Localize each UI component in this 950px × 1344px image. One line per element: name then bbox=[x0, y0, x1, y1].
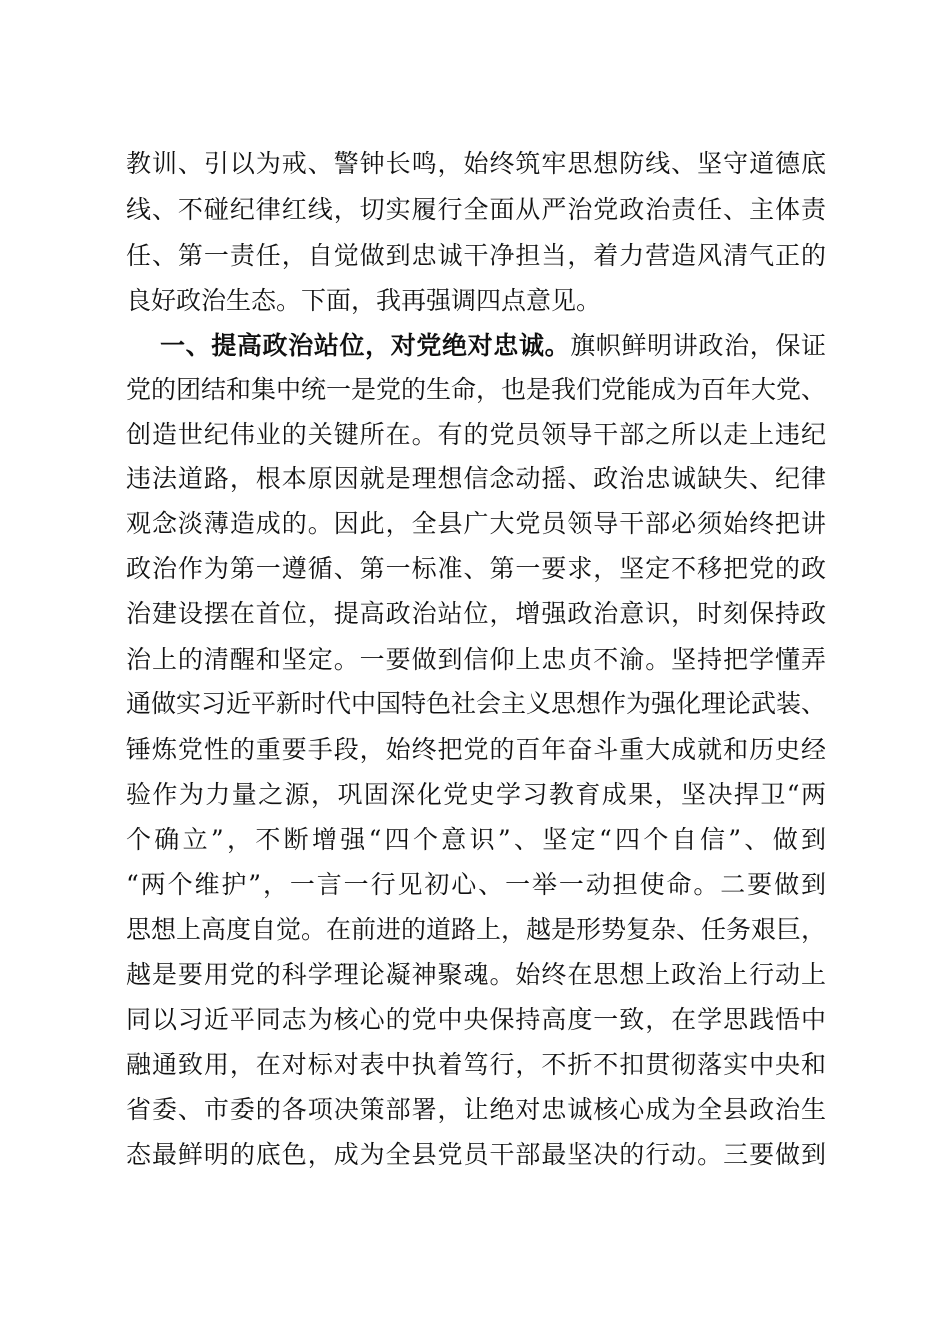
text-line: 态最鲜明的底色，成为全县党员干部最坚决的行动。三要做到 bbox=[126, 1140, 826, 1169]
text-line: 思想上高度自觉。在前进的道路上，越是形势复杂、任务艰巨， bbox=[126, 915, 827, 944]
text-line: 治上的清醒和坚定。一要做到信仰上忠贞不渝。坚持把学懂弄 bbox=[126, 645, 826, 674]
text-line: 验作为力量之源，巩固深化党史学习教育成果，坚决捍卫“两 bbox=[126, 780, 826, 809]
text-line: 融通致用，在对标对表中执着笃行，不折不扣贯彻落实中央和 bbox=[126, 1050, 826, 1079]
text-line: 线、不碰纪律红线，切实履行全面从严治党政治责任、主体责 bbox=[126, 195, 826, 224]
section-first-line bbox=[160, 322, 826, 370]
text-line: 同以习近平同志为核心的党中央保持高度一致，在学思践悟中 bbox=[126, 1005, 826, 1034]
text-line: 教训、引以为戒、警钟长鸣，始终筑牢思想防线、坚守道德底 bbox=[126, 149, 826, 178]
text-line: “两个维护”，一言一行见初心、一举一动担使命。二要做到 bbox=[126, 870, 826, 899]
text-line: 政治作为第一遵循、第一标准、第一要求，坚定不移把党的政 bbox=[126, 554, 826, 583]
text-line: 良好政治生态。下面，我再强调四点意见。 bbox=[126, 286, 602, 315]
text-line: 越是要用党的科学理论凝神聚魂。始终在思想上政治上行动上 bbox=[126, 960, 826, 989]
text-line: 锤炼党性的重要手段，始终把党的百年奋斗重大成就和历史经 bbox=[126, 735, 826, 764]
text-line: 治建设摆在首位，提高政治站位，增强政治意识，时刻保持政 bbox=[126, 599, 826, 628]
section-heading: 一、提高政治站位，对党绝对忠诚。 bbox=[160, 331, 571, 360]
text-line: 违法道路，根本原因就是理想信念动摇、政治忠诚缺失、纪律 bbox=[126, 464, 826, 493]
text-line: 党的团结和集中统一是党的生命，也是我们党能成为百年大党、 bbox=[126, 375, 827, 404]
text-line: 创造世纪伟业的关键所在。有的党员领导干部之所以走上违纪 bbox=[126, 420, 826, 449]
section-lead-text: 旗帜鲜明讲政治，保证 bbox=[570, 331, 826, 360]
text-line: 个确立”，不断增强“四个意识”、坚定“四个自信”、做到 bbox=[126, 825, 826, 854]
text-line: 观念淡薄造成的。因此，全县广大党员领导干部必须始终把讲 bbox=[126, 509, 826, 538]
text-line: 通做实习近平新时代中国特色社会主义思想作为强化理论武装、 bbox=[126, 689, 827, 718]
text-line: 省委、市委的各项决策部署，让绝对忠诚核心成为全县政治生 bbox=[126, 1095, 826, 1124]
text-line: 任、第一责任，自觉做到忠诚干净担当，着力营造风清气正的 bbox=[126, 241, 826, 270]
